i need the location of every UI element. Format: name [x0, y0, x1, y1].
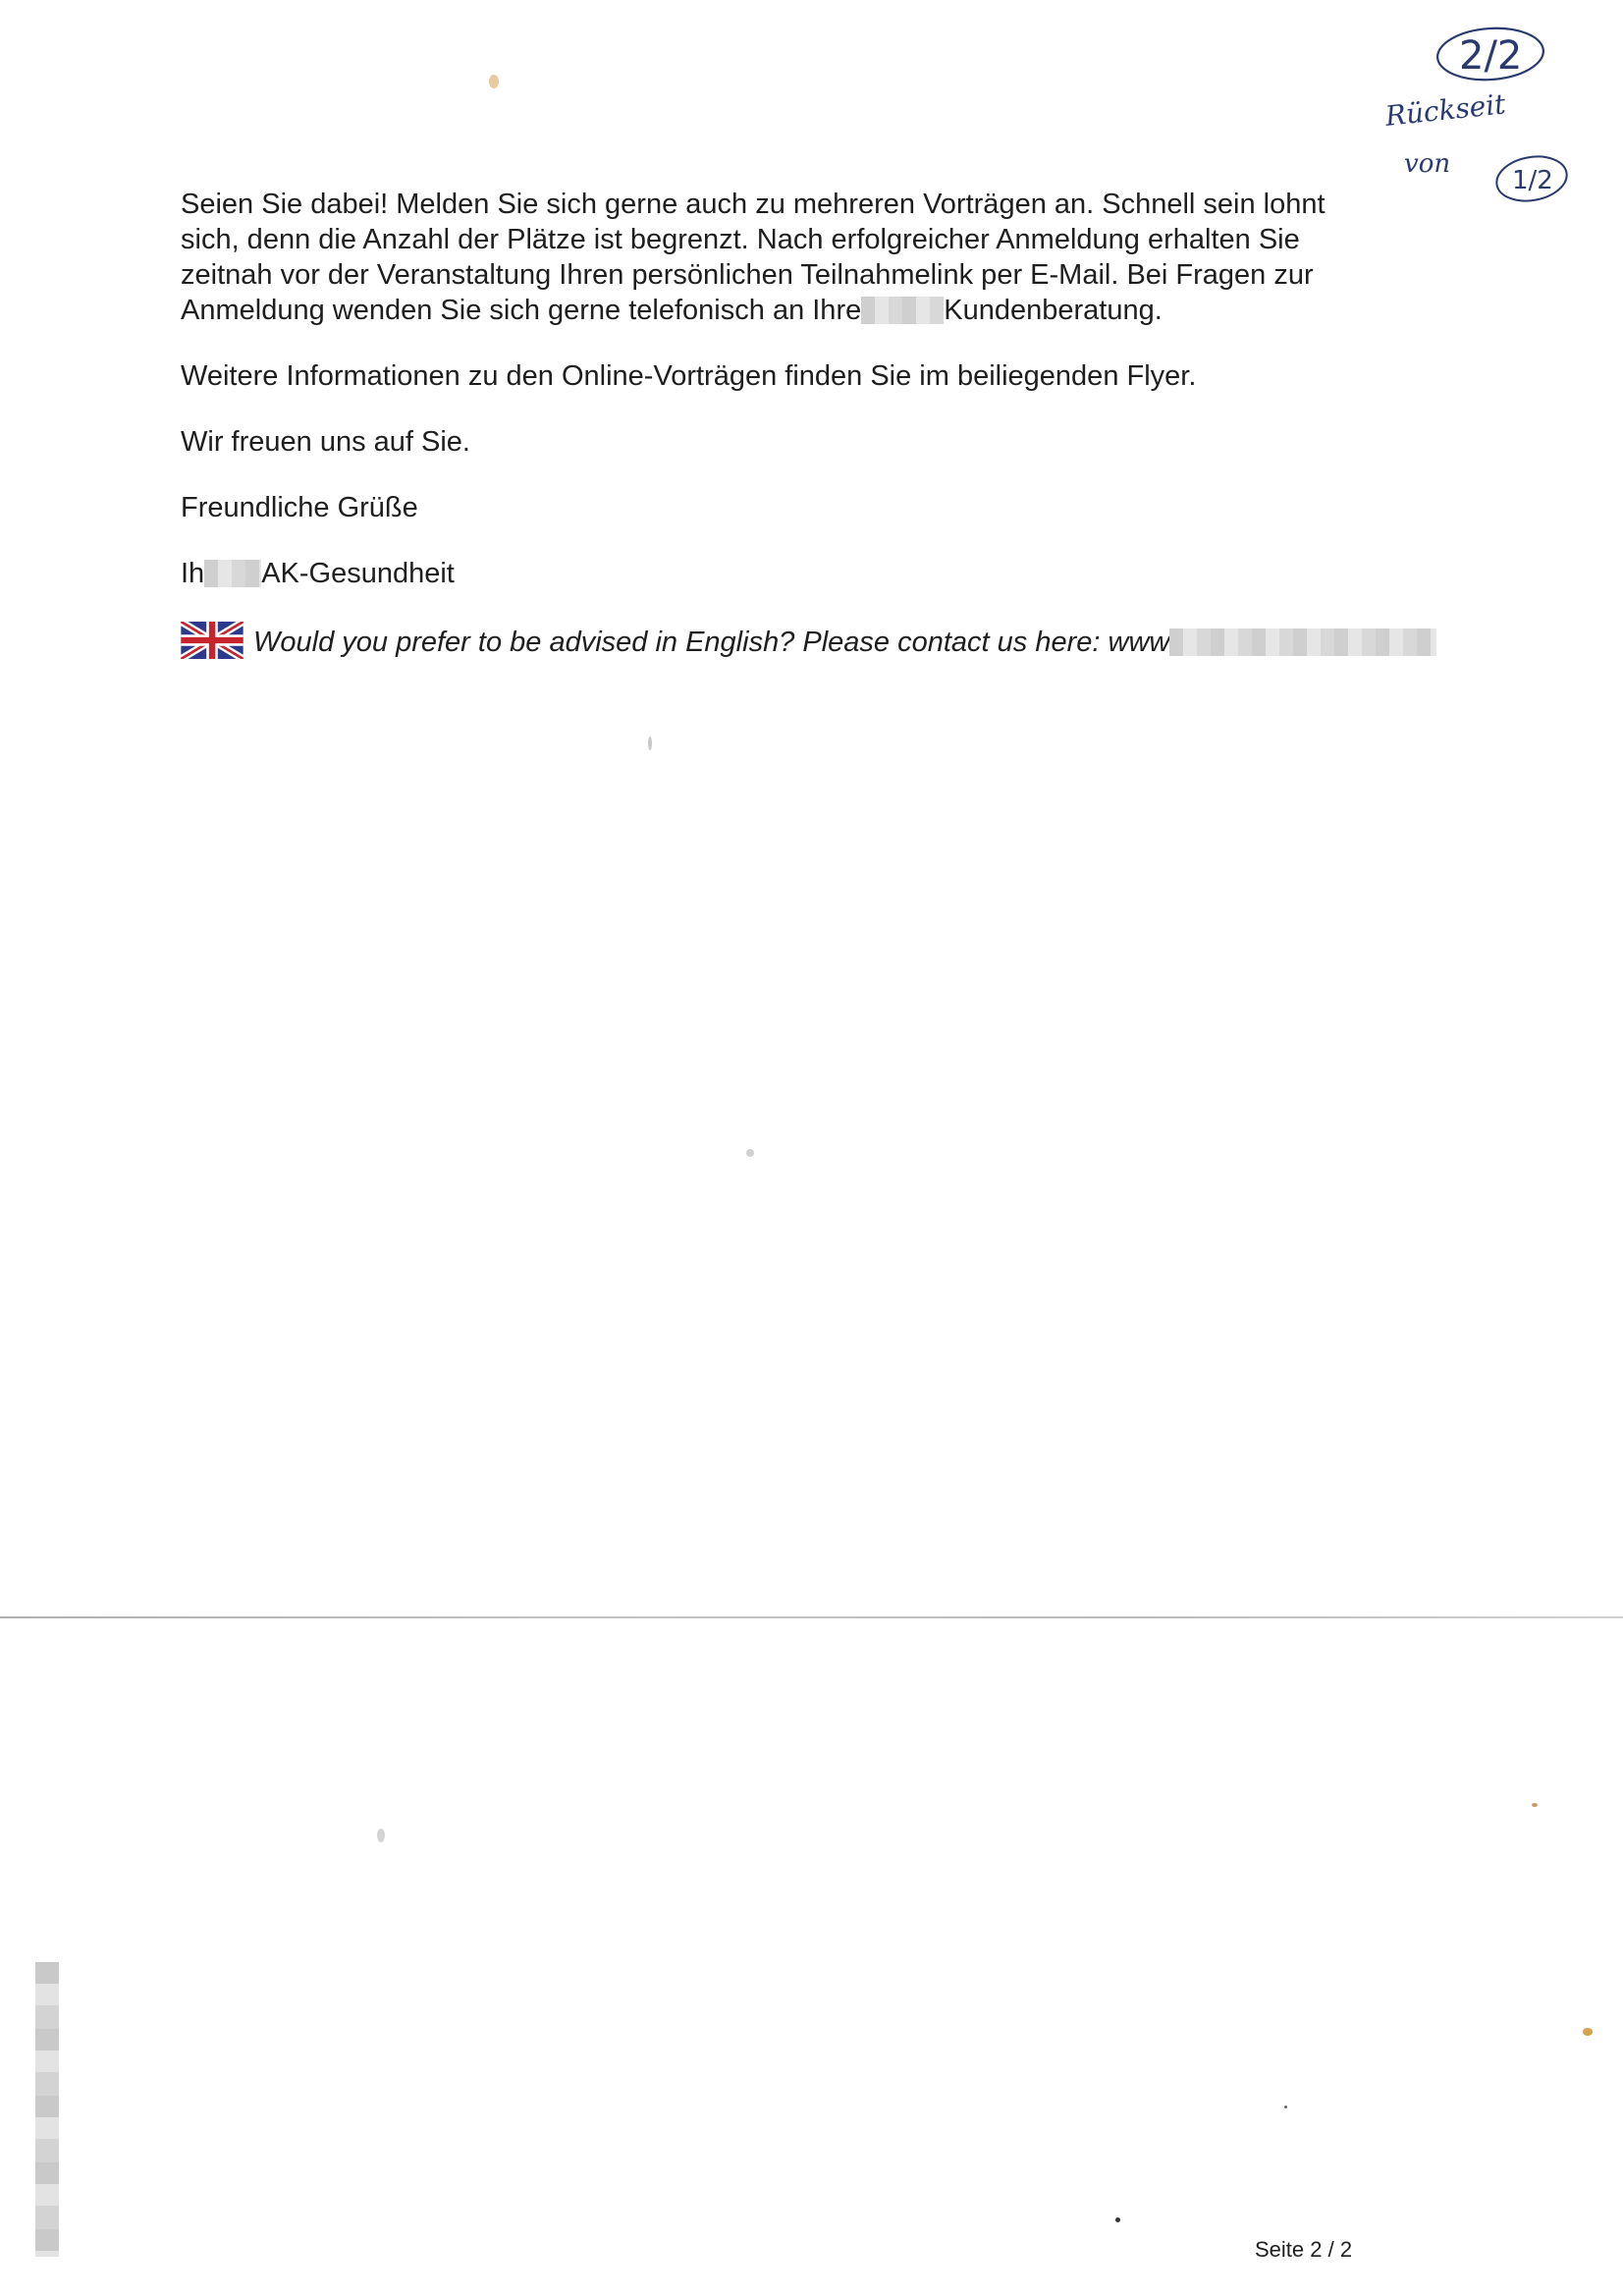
english-notice-text: Would you prefer to be advised in English? Please contact us here: www — [253, 627, 1170, 658]
scan-speck — [746, 1149, 754, 1157]
paragraph-registration — [181, 187, 1428, 328]
paragraph-line: zeitnah vor der Veranstaltung Ihren persönlichen Teilnahmelink per E-Mail. Bei Fragen zur — [181, 259, 1314, 291]
handwritten-note-ref: 1/2 — [1512, 166, 1553, 195]
scan-speck — [1583, 2028, 1593, 2036]
english-contact-notice — [181, 622, 1428, 660]
scan-speck — [1284, 2105, 1287, 2108]
redacted-url — [1169, 629, 1436, 656]
page-mark-text: 2/2 — [1459, 33, 1523, 79]
page-number: Seite 2 / 2 — [1255, 2237, 1353, 2262]
signature-company: AK-Gesundheit — [261, 558, 455, 589]
scan-speck — [1115, 2217, 1120, 2222]
paragraph-line-with-redaction — [181, 293, 1428, 328]
uk-flag-icon — [181, 622, 243, 659]
signature — [181, 556, 1428, 591]
scan-speck — [489, 75, 499, 88]
scan-speck — [1532, 1803, 1538, 1807]
paragraph-text: Kundenberatung. — [944, 295, 1163, 326]
redacted-side-code — [35, 1962, 59, 2257]
paragraph-text: Anmeldung wenden Sie sich gerne telefonisch an Ihre — [181, 295, 862, 326]
redacted-company-name — [861, 297, 944, 324]
handwritten-note-line1: Rückseit — [1383, 87, 1507, 133]
letter-body — [181, 187, 1428, 690]
closing-salutation: Freundliche Grüße — [181, 492, 418, 523]
scan-speck — [648, 737, 652, 750]
paragraph-greeting: Wir freuen uns auf Sie. — [181, 426, 470, 458]
redacted-company-prefix — [204, 560, 261, 587]
handwritten-note-line2: von — [1404, 149, 1451, 179]
scan-speck — [377, 1829, 385, 1842]
signature-prefix: Ih — [181, 558, 205, 589]
paper-fold-line — [0, 1616, 1623, 1618]
paragraph-line: sich, denn die Anzahl der Plätze ist begrenzt. Nach erfolgreicher Anmeldung erhalten Sie — [181, 224, 1300, 255]
paragraph-flyer-info: Weitere Informationen zu den Online-Vorträgen finden Sie im beiliegenden Flyer. — [181, 360, 1197, 392]
paragraph-line: Seien Sie dabei! Melden Sie sich gerne auch zu mehreren Vorträgen an. Schnell sein lohnt — [181, 189, 1325, 220]
